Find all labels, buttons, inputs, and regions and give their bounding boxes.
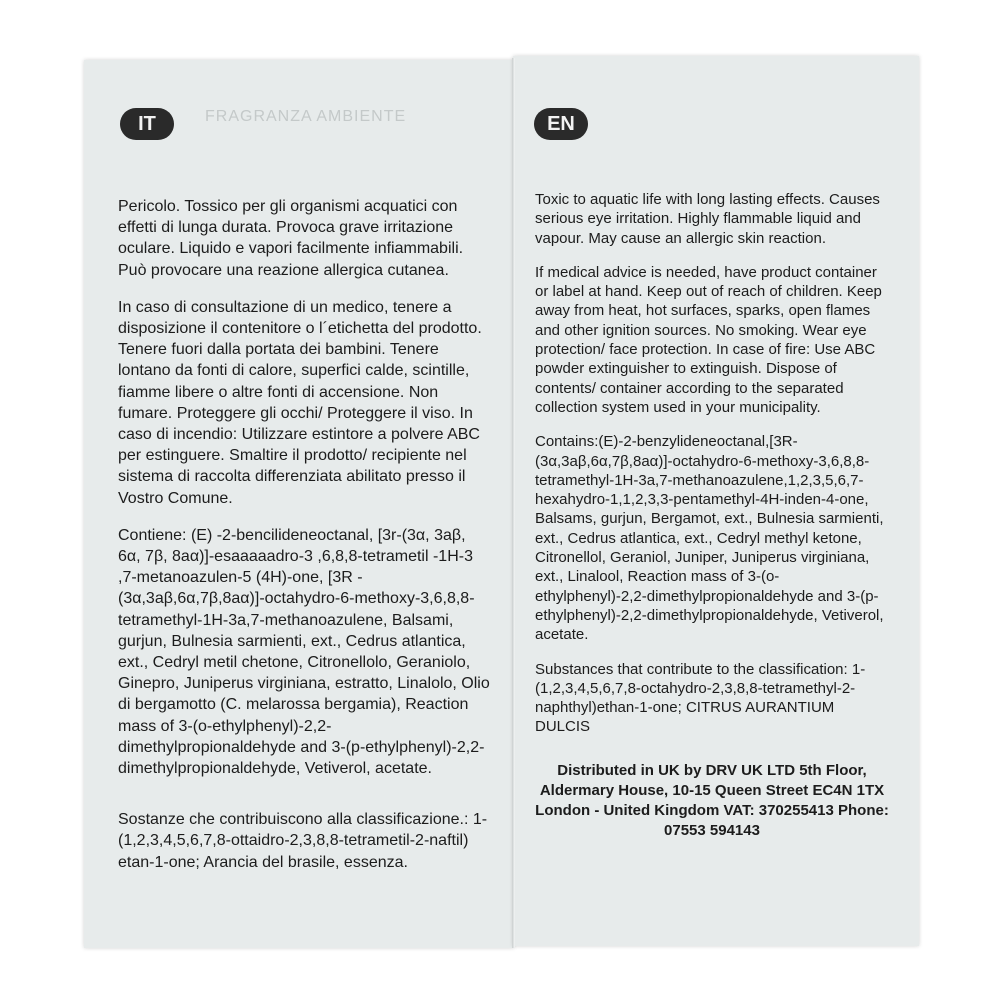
- language-badge-it: IT: [120, 108, 174, 140]
- en-distributor-info: Distributed in UK by DRV UK LTD 5th Floor, Aldermary House, 10-15 Queen Street EC4N 1TX London - United Kingdom VAT: 370255413 Phone: 07553 594143: [535, 761, 889, 839]
- it-precautionary-statements: In caso di consultazione di un medico, tenere a disposizione il contenitore o l´etichetta del prodotto. Tenere fuori dalla portata dei bambini. Tenere lontano da fonti di calore, superfici calde, scintille, fiamme libere o altre fonti di accensione. Non fumare. Proteggere gli occhi/ Proteggere il viso. In caso di incendio: Utilizzare estintore a polvere ABC per estinguere. Smaltire il prodotto/ recipiente nel sistema di raccolta differenziata abilitato presso il Vostro Comune.: [118, 298, 482, 507]
- en-ingredients: Contains:(E)-2-benzylideneoctanal,[3R-(3α,3aβ,6α,7β,8aα)]-octahydro-6-methoxy-3,6,8,8-tetramethyl-1H-3a,7-methanoazulene,1,2,3,5,6,7-hexahydro-1,1,2,3,3-pentamethyl-4H-inden-4-one, Balsams, gurjun, Bergamot, ext., Bulnesia sarmienti, ext., Cedrus atlantica, ext., Cedryl methyl ketone, Citronellol, Geraniol, Juniper, Juniperus virginiana, ext., Linalool, Reaction mass of 3-(o-ethylphenyl)-2,2-dimethylpropionaldehyde and 3-(p-ethylphenyl)-2,2-dimethylpropionaldehyde, Vetiverol, acetate.: [535, 433, 884, 644]
- en-precautionary-statements: If medical advice is needed, have product container or label at hand. Keep out of reach of children. Keep away from heat, hot surfaces, sparks, open flames and other ignition sources. No smoking. Wear eye protection/ face protection. In case of fire: Use ABC powder extinguisher to extinguish. Dispose of contents/ container according to the separated collection system used in your municipality.: [535, 263, 882, 416]
- it-ingredients: Contiene: (E) -2-bencilideneoctanal, [3r-(3α, 3aβ, 6α, 7β, 8aα)]-esaaaaadro-3 ,6,8,8-tetrametil -1H-3 ,7-metanoazulen-5 (4H)-one, [3R -(3α,3aβ,6α,7β,8aα)]-octahydro-6-methoxy-3,6,8,8-tetramethyl-1H-3a,7-methanoazulene, Balsami, gurjun, Bulnesia sarmienti, ext., Cedrus atlantica, ext., Cedryl metil chetone, Citronellolo, Geraniolo, Ginepro, Juniperus virginiana, estratto, Linalolo, Olio di bergamotto (C. melarossa bergamia), Reaction mass of 3-(o-ethylphenyl)-2,2-dimethylpropionaldehyde and 3-(p-ethylphenyl)-2,2-dimethylpropionaldehyde, Vetiverol, acetate.: [118, 526, 490, 778]
- italian-panel: [84, 60, 514, 948]
- english-panel: [513, 56, 919, 946]
- it-classification-substances: Sostanze che contribuiscono alla classificazione.: 1- (1,2,3,4,5,6,7,8-ottaidro-2,3,8,8-tetrametil-2-naftil) etan-1-one; Arancia del brasile, essenza.: [118, 811, 488, 871]
- en-hazard-statements: Toxic to aquatic life with long lasting effects. Causes serious eye irritation. Highly flammable liquid and vapour. May cause an allergic skin reaction.: [535, 191, 880, 247]
- show-through-heading: FRAGRANZA AMBIENTE: [205, 108, 407, 125]
- fold-line: [512, 58, 515, 948]
- it-hazard-statements: Pericolo. Tossico per gli organismi acquatici con effetti di lunga durata. Provoca grave irritazione oculare. Liquido e vapori facilmente infiammabili. Può provocare una reazione allergica cutanea.: [118, 198, 464, 279]
- en-classification-substances: Substances that contribute to the classification: 1-(1,2,3,4,5,6,7,8-octahydro-2,3,8,8-tetramethyl-2-naphthyl)ethan-1-one; CITRUS AURANTIUM DULCIS: [535, 660, 866, 736]
- language-badge-en: EN: [534, 108, 588, 140]
